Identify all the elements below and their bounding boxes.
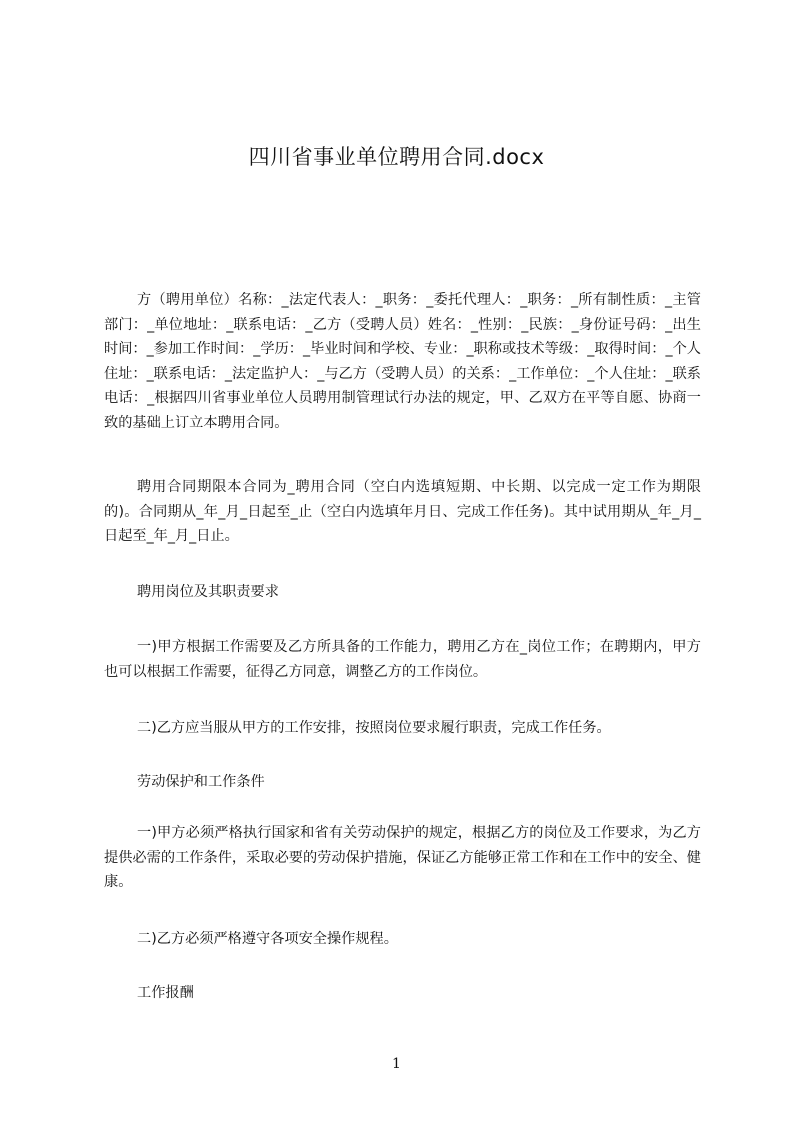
section-heading-labor-protection: 劳动保护和工作条件 <box>137 774 265 790</box>
section-heading-remuneration: 工作报酬 <box>137 985 194 1001</box>
paragraph-position-assignment: 一)甲方根据工作需要及乙方所具备的工作能力，聘用乙方在_岗位工作；在聘期内，甲方也可以根据工作需要，征得乙方同意，调整乙方的工作岗位。 <box>104 639 701 680</box>
paragraph-work-arrangement: 二)乙方应当服从甲方的工作安排，按照岗位要求履行职责，完成工作任务。 <box>137 720 611 736</box>
section-heading-position-duties: 聘用岗位及其职责要求 <box>137 584 279 600</box>
document-title: 四川省事业单位聘用合同.docx <box>248 145 545 169</box>
paragraph-labor-protection: 一)甲方必须严格执行国家和省有关劳动保护的规定，根据乙方的岗位及工作要求，为乙方提供必需的工作条件，采取必要的劳动保护措施，保证乙方能够正常工作和在工作中的安全、健康。 <box>104 825 701 890</box>
paragraph-contract-term: 聘用合同期限本合同为_聘用合同（空白内选填短期、中长期、以完成一定工作为期限的)。合同期从_年_月_日起至_止（空白内选填年月日、完成工作任务)。其中试用期从_年_月_日起至_年_月_日止。 <box>104 479 701 544</box>
page-number: 1 <box>392 1056 401 1072</box>
paragraph-safety-rules: 二)乙方必须严格遵守各项安全操作规程。 <box>137 931 398 947</box>
paragraph-parties-info: 方（聘用单位）名称：_法定代表人：_职务：_委托代理人：_职务：_所有制性质：_主管部门：_单位地址：_联系电话：_乙方（受聘人员）姓名：_性别：_民族：_身份证号码：_出生时间：_参加工作时间：_学历：_毕业时间和学校、专业：_职称或技术等级：_取得时间：_个人住址：_联系电话：_法定监护人：_与乙方（受聘人员）的关系：_工作单位：_个人住址：_联系电话：_根据四川省事业单位人员聘用制管理试行办法的规定，甲、乙双方在平等自愿、协商一致的基础上订立本聘用合同。 <box>104 292 701 431</box>
